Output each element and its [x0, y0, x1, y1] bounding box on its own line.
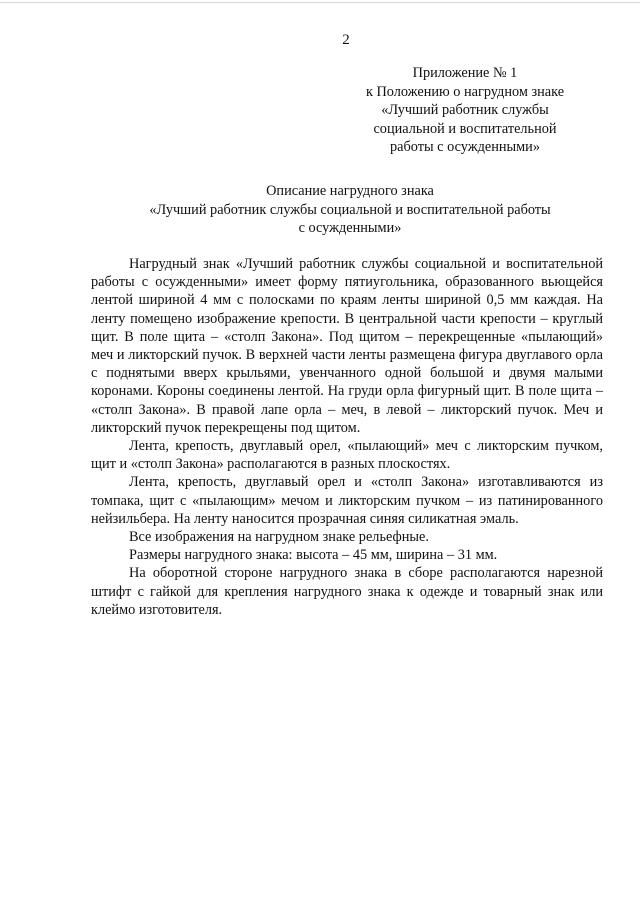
- body-paragraph: На оборотной стороне нагрудного знака в сборе располагаются нарезной штифт с гайкой для крепления нагрудного знака к одежде и товарный знак или клеймо изготовителя.: [91, 565, 603, 618]
- heading-line: с осужденными»: [298, 220, 402, 236]
- body-paragraph: Лента, крепость, двуглавый орел, «пылающий» меч с ликторским пучком, щит и «столп Закона» располагаются в разных плоскостях.: [91, 438, 603, 473]
- heading-line: Описание нагрудного знака: [266, 183, 434, 199]
- page-number: 2: [342, 32, 350, 48]
- appendix-block: [330, 64, 600, 157]
- appendix-line: «Лучший работник службы: [381, 102, 549, 118]
- appendix-line: работы с осужденными»: [390, 139, 540, 155]
- body-paragraph: Лента, крепость, двуглавый орел и «столп Закона» изготавливаются из томпака, щит с «пылающим» мечом и ликторским пучком – из патинированного нейзильбера. На ленту наносится прозрачная синяя силикатная эмаль.: [91, 474, 603, 527]
- appendix-line: Приложение № 1: [412, 65, 518, 81]
- body-paragraph: Размеры нагрудного знака: высота – 45 мм, ширина – 31 мм.: [129, 547, 498, 564]
- body-paragraph: Нагрудный знак «Лучший работник службы социальной и воспитательной работы с осужденными» имеет форму пятиугольника, образованного вьющейся лентой шириной 4 мм с полосками по краям ленты шириной 0,5 мм каждая. На ленту помещено изображение крепости. В центральной части крепости – круглый щит. В поле щита – «столп Закона». Под щитом – перекрещенные «пылающий» меч и ликторский пучок. В верхней части ленты размещена фигура двуглавого орла с поднятыми вверх крыльями, увенчанного одной большой и двумя малыми коронами. Короны соединены лентой. На груди орла фигурный щит. В поле щита – «столп Закона». В правой лапе орла – меч, в левой – ликторский пучок. Меч и ликторский пучок перекрещены под щитом.: [91, 256, 603, 436]
- appendix-line: социальной и воспитательной: [373, 120, 557, 137]
- document-body: [91, 255, 603, 619]
- document-heading: [90, 182, 610, 238]
- scan-top-edge: [0, 2, 640, 3]
- heading-line: «Лучший работник службы социальной и воспитательной работы: [149, 201, 551, 218]
- appendix-line: к Положению о нагрудном знаке: [365, 83, 565, 100]
- body-paragraph: Все изображения на нагрудном знаке рельефные.: [129, 529, 429, 546]
